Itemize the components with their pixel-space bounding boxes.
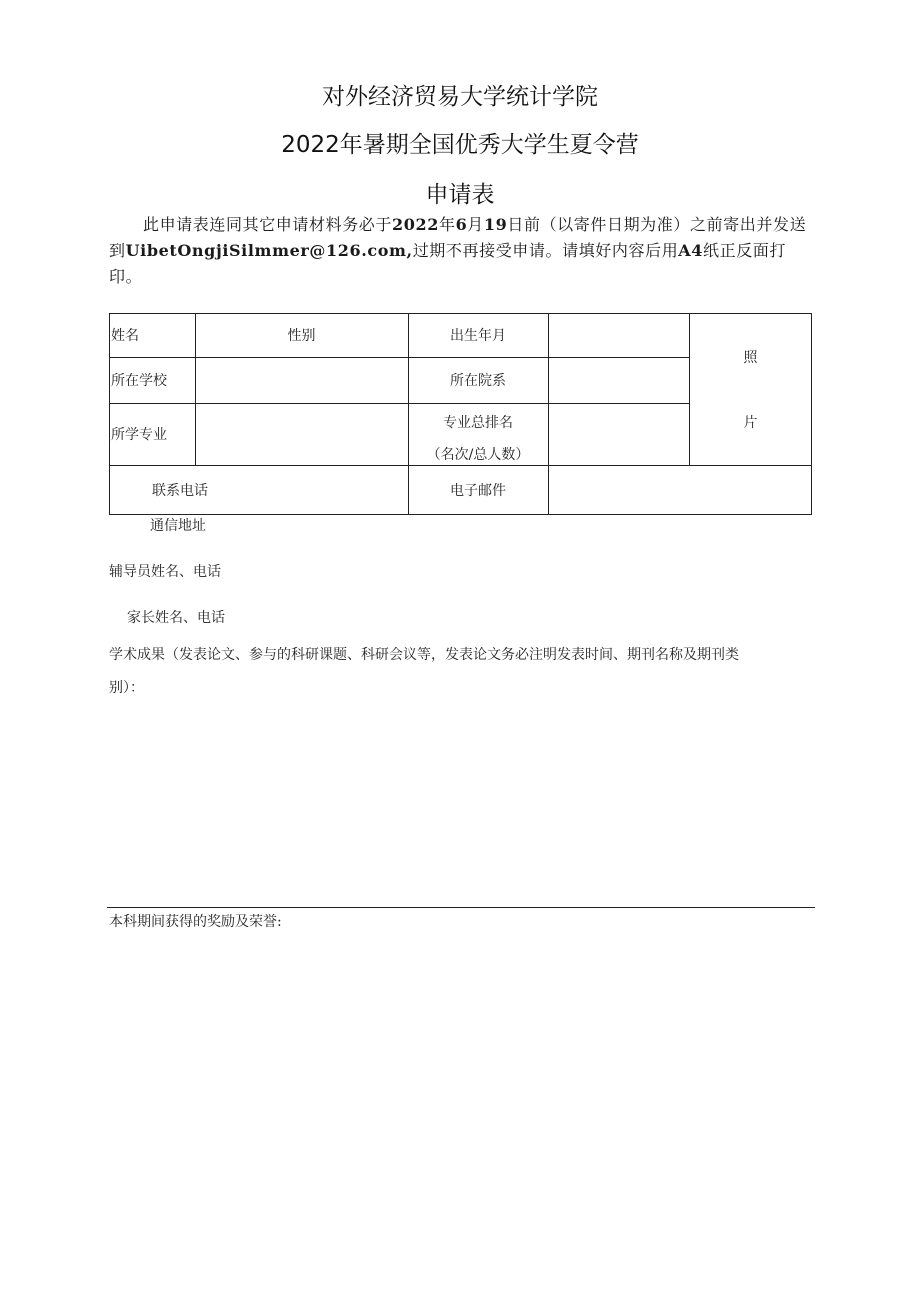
photo-label-2: 片: [743, 415, 758, 431]
paper-size: A4: [678, 241, 704, 260]
counselor-label: 辅导员姓名、电话: [109, 564, 221, 580]
instructions-paragraph: 此申请表连同其它申请材料务必于2022年6月19日前（以寄件日期为准）之前寄出并发送到UibetOngjiSilmmer@126.com,过期不再接受申请。请填好内容后用A4纸正反面打印。: [109, 215, 807, 286]
academic-achievements-label: 学术成果（发表论文、参与的科研课题、科研会议等，发表论文务必注明发表时间、期刊名称及期刊类: [109, 647, 739, 663]
gender-label: 性别: [287, 328, 316, 344]
birth-date-label: 出生年月: [450, 328, 506, 344]
birth-date-field[interactable]: [548, 325, 688, 355]
email-field[interactable]: [549, 468, 810, 512]
parent-label: 家长姓名、电话: [127, 610, 225, 626]
section-divider: [107, 907, 815, 908]
major-rank-sublabel: （名次/总人数）: [426, 447, 530, 463]
form-title-event: 2022年暑期全国优秀大学生夏令营: [281, 132, 639, 158]
deadline-month: 6: [455, 215, 468, 234]
address-label: 通信地址: [150, 518, 206, 534]
form-title-application: 申请表: [425, 182, 495, 208]
academic-achievements-label-cont: 别）：: [109, 680, 144, 696]
intro-text: 此申请表连同其它申请材料务必于: [143, 215, 393, 234]
awards-label: 本科期间获得的奖励及荣誉:: [109, 914, 282, 930]
form-title-school: 对外经济贸易大学统计学院: [322, 84, 598, 110]
deadline-day: 19: [483, 215, 508, 234]
submission-email: UibetOngjiSilmmer@126.com,: [125, 241, 413, 260]
school-label: 所在学校: [111, 373, 167, 389]
deadline-year: 2022: [392, 215, 439, 234]
major-field[interactable]: [196, 406, 407, 462]
name-label: 姓名: [111, 328, 139, 344]
major-label: 所学专业: [111, 427, 167, 443]
email-label: 电子邮件: [450, 483, 506, 499]
school-field[interactable]: [196, 360, 407, 400]
major-rank-field[interactable]: [549, 406, 688, 462]
major-rank-label: 专业总排名: [443, 415, 513, 431]
department-field[interactable]: [549, 360, 688, 400]
phone-label: 联系电话: [152, 483, 208, 499]
photo-label-1: 照: [743, 350, 758, 366]
department-label: 所在院系: [450, 373, 506, 389]
